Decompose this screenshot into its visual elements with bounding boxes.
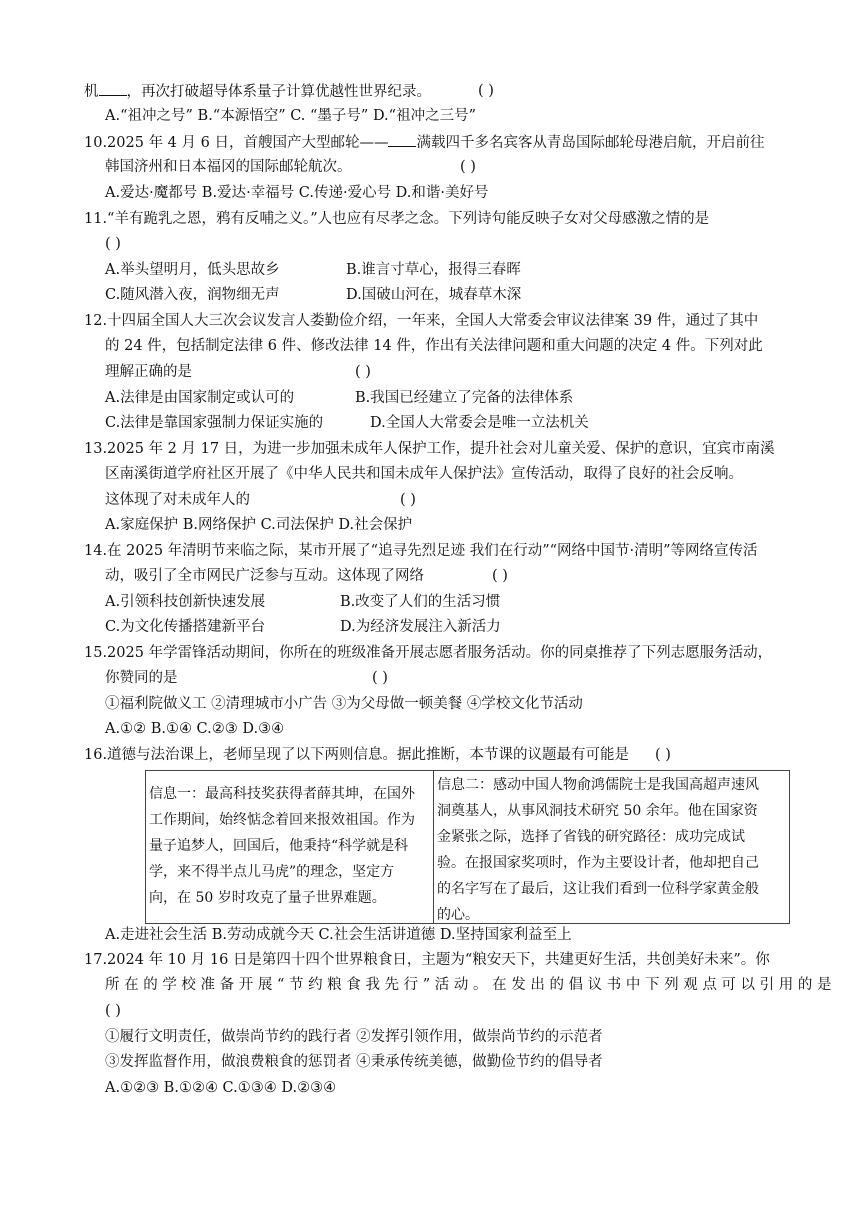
q13-answer-paren: ( )	[400, 492, 416, 508]
info1-line: 向，在 50 岁时攻克了量子世界难题。	[149, 890, 386, 906]
q9-continuation	[84, 81, 431, 102]
q15-answer-paren: ( )	[372, 670, 388, 686]
answer-blank	[388, 132, 416, 147]
q13-stem-line1: 13.2025 年 2 月 17 日，为进一步加强未成年人保护工作，提升社会对儿童关爱、保护的意识，宜宾市南溪	[84, 441, 775, 457]
q14-option-c: C.为文化传播搭建新平台	[105, 619, 266, 635]
q11-stem-line1: 11.“羊有跪乳之恩，鸦有反哺之义。”人也应有尽孝之念。下列诗句能反映子女对父母感激之情的是	[84, 211, 710, 227]
info2-line: 的心。	[437, 907, 479, 923]
q12-answer-paren: ( )	[355, 364, 371, 380]
q12-stem-line1: 12.十四届全国人大三次会议发言人娄勤俭介绍，一年来，全国人大常委会审议法律案 39 件，通过了其中	[84, 313, 759, 329]
q10-stem-b: 满载四千多名宾客从青岛国际邮轮母港启航，开启前往	[416, 135, 765, 151]
q15-stem-line1: 15.2025 年学雷锋活动期间，你所在的班级准备开展志愿者服务活动。你的同桌推荐了下列志愿服务活动，	[84, 645, 773, 661]
q17-answer-paren: ( )	[105, 1003, 121, 1019]
info-box-2	[433, 770, 790, 924]
info1-line: 工作期间，始终惦念着回来报效祖国。作为	[149, 812, 415, 828]
q16-stem-line1: 16.道德与法治课上，老师呈现了以下两则信息。据此推断，本节课的议题最有可能是	[84, 747, 630, 763]
q12-option-a: A.法律是由国家制定或认可的	[105, 390, 295, 406]
q10-answer-paren: ( )	[460, 159, 476, 175]
q10-stem-line2: 韩国济州和日本福冈的国际邮轮航次。	[105, 159, 352, 175]
q13-stem-line2: 区南溪街道学府社区开展了《中华人民共和国未成年人保护法》宣传活动，取得了良好的社会反响。	[105, 466, 743, 482]
info2-line: 金紧张之际，选择了省钱的研究路径：成功完成试	[437, 829, 745, 845]
q15-stem-line2: 你赞同的是	[105, 670, 178, 686]
q12-option-b: B.我国已经建立了完备的法律体系	[355, 390, 574, 406]
q14-answer-paren: ( )	[492, 568, 508, 584]
q16-options: A.走进社会生活 B.劳动成就今天 C.社会生活讲道德 D.坚持国家利益至上	[105, 927, 572, 943]
q11-option-c: C.随风潜入夜，润物细无声	[105, 287, 280, 303]
q9-answer-paren: ( )	[478, 83, 494, 99]
q17-options: A.①②③ B.①②④ C.①③④ D.②③④	[105, 1080, 337, 1096]
info2-line: 验。在报国家奖项时，作为主要设计者，他却把自己	[437, 855, 759, 871]
q14-option-a: A.引领科技创新快速发展	[105, 594, 266, 610]
q14-option-d: D.为经济发展注入新活力	[340, 619, 501, 635]
q14-option-b: B.改变了人们的生活习惯	[340, 594, 501, 610]
q11-answer-paren: ( )	[105, 236, 121, 252]
q10-stem-line1	[84, 132, 764, 153]
q15-options: A.①② B.①④ C.②③ D.③④	[105, 721, 285, 737]
q11-option-a: A.举头望明月，低头思故乡	[105, 262, 280, 278]
q17-item-line2: ③发挥监督作用，做浪费粮食的惩罚者 ④秉承传统美德，做勤俭节约的倡导者	[105, 1054, 603, 1070]
q17-stem-line2: 所 在 的 学 校 准 备 开 展 “ 节 约 粮 食 我 先 行 ” 活 动 。 在 发 出 的 倡 议 书 中 下 列 观 点 可 以 引 用 的 是	[105, 977, 832, 993]
q12-stem-line3: 理解正确的是	[105, 364, 192, 380]
info1-line: 量子追梦人，回国后，他秉持“科学就是科	[149, 838, 409, 854]
answer-blank	[99, 81, 127, 96]
q17-stem-line1: 17.2024 年 10 月 16 日是第四十四个世界粮食日，主题为“粮安天下，共建更好生活，共创美好未来”。你	[84, 952, 770, 968]
q12-option-c: C.法律是靠国家强制力保证实施的	[105, 415, 324, 431]
info1-line: 信息一：最高科技奖获得者薛其坤，在国外	[149, 786, 415, 802]
q14-stem-line2: 动，吸引了全市网民广泛参与互动。这体现了网络	[105, 568, 424, 584]
info2-line: 信息二：感动中国人物俞鸿儒院士是我国高超声速风	[437, 777, 759, 793]
q9-options: A.“祖冲之号” B.“本源悟空” C. “墨子号” D.“祖冲之三号”	[105, 108, 476, 124]
q16-answer-paren: ( )	[655, 747, 671, 763]
q14-stem-line1: 14.在 2025 年清明节来临之际，某市开展了“追寻先烈足迹 我们在行动”“网络中国节·清明”等网络宣传活	[84, 543, 758, 559]
info-box-1	[145, 770, 434, 924]
info1-line: 学，来不得半点儿马虎”的理念，坚定方	[149, 864, 395, 880]
q10-stem-a: 10.2025 年 4 月 6 日，首艘国产大型邮轮——	[84, 135, 389, 151]
q9-cont-b: ，再次打破超导体系量子计算优越性世界纪录。	[126, 84, 431, 100]
info2-line: 洞奠基人，从事风洞技术研究 50 余年。他在国家资	[437, 803, 758, 819]
q12-stem-line2: 的 24 件，包括制定法律 6 件、修改法律 14 件，作出有关法律问题和重大问题的决定 4 件。下列对此	[105, 338, 763, 354]
q12-option-d: D.全国人大常委会是唯一立法机关	[370, 415, 589, 431]
q11-option-d: D.国破山河在，城春草木深	[346, 287, 522, 303]
q10-options: A.爱达·魔都号 B.爱达·幸福号 C.传递·爱心号 D.和谐·美好号	[105, 185, 489, 201]
q15-items: ①福利院做义工 ②清理城市小广告 ③为父母做一顿美餐 ④学校文化节活动	[105, 696, 583, 712]
q13-stem-line3: 这体现了对未成年人的	[105, 492, 250, 508]
info2-line: 的名字写在了最后，这让我们看到一位科学家黄金般	[437, 881, 759, 897]
q17-item-line1: ①履行文明责任，做崇尚节约的践行者 ②发挥引领作用，做崇尚节约的示范者	[105, 1029, 603, 1045]
q13-options: A.家庭保护 B.网络保护 C.司法保护 D.社会保护	[105, 517, 413, 533]
q9-cont-a: 机	[84, 84, 99, 100]
q11-option-b: B.谁言寸草心，报得三春晖	[346, 262, 521, 278]
